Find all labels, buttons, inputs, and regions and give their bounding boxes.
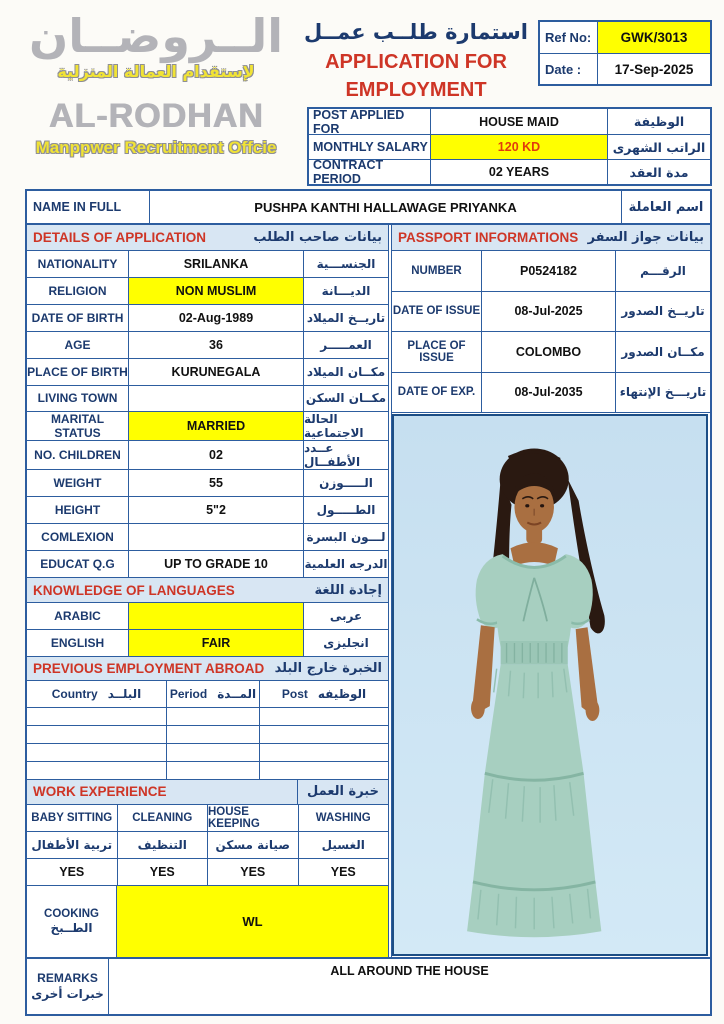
column-header-ar: صيانة مسكن [207, 832, 298, 858]
column-header [260, 681, 388, 707]
field-label: AGE [27, 332, 129, 358]
field-label: DATE OF ISSUE [392, 292, 482, 332]
field-label: EDUCAT Q.G [27, 551, 129, 577]
form-columns [27, 225, 710, 957]
field-value: KURUNEGALA [129, 359, 304, 385]
remarks-row [27, 957, 710, 1014]
remarks-label-ar: خبرات أخرى [31, 986, 104, 1001]
table-row [27, 251, 388, 278]
table-row [27, 551, 388, 578]
field-value: YES [298, 859, 389, 885]
logo-arabic-name: الــروضــان [28, 9, 284, 63]
field-arabic-label: عــدد الأطفــال [304, 441, 361, 470]
empty-cell [167, 762, 260, 779]
field-value: 08-Jul-2035 [482, 373, 616, 413]
field-label: MARITAL STATUS [27, 412, 129, 440]
field-value: MARRIED [129, 412, 304, 440]
column-header: BABY SITTING [31, 811, 113, 824]
details-section-header [27, 225, 388, 251]
field-value: 36 [129, 332, 304, 358]
section-title: PASSPORT INFORMATIONS [398, 230, 579, 245]
remarks-value: ALL AROUND THE HOUSE [330, 964, 489, 978]
section-title-arabic: إجادة اللغة [314, 582, 382, 598]
field-arabic-label: الـــــوزن [319, 476, 373, 491]
field-label: NO. CHILDREN [27, 441, 129, 469]
field-label [27, 886, 117, 958]
logo-arabic-tagline: لإستقدام العمالة المنزلية [57, 62, 255, 82]
empty-cell [27, 762, 167, 779]
table-row [27, 412, 388, 441]
field-label: RELIGION [27, 278, 129, 304]
table-row [392, 251, 710, 292]
logo-agency-tagline: Manppwer Recruitment Offcie [35, 138, 277, 158]
left-column [27, 225, 389, 957]
section-title-arabic: بيانات صاحب الطلب [253, 230, 382, 245]
field-value [129, 524, 304, 550]
field-arabic-label: الحالة الاجتماعية [304, 412, 364, 441]
post-applied-row [309, 109, 710, 134]
field-value: 02 YEARS [430, 160, 608, 184]
field-value: YES [117, 859, 208, 885]
field-label: PLACE OF ISSUE [392, 332, 482, 372]
column-header-ar: البلــد [107, 687, 142, 701]
field-value [129, 603, 304, 629]
field-value: 55 [129, 470, 304, 496]
cooking-label-en: COOKING [44, 907, 99, 920]
field-label: HEIGHT [27, 497, 129, 523]
passport-section-header [392, 225, 710, 251]
field-arabic-label: اسم العاملة [628, 199, 704, 215]
field-arabic-label: الديـــانة [321, 283, 371, 298]
empty-cell [27, 744, 167, 761]
field-value: 02 [129, 441, 304, 469]
field-arabic-label: مكــان الصدور [621, 344, 705, 359]
section-title: PREVIOUS EMPLOYMENT ABROAD [33, 661, 265, 676]
field-arabic-label: مكــان الميلاد [306, 364, 386, 379]
field-arabic-label: الرقـــم [640, 263, 686, 278]
field-label: ARABIC [27, 603, 129, 629]
form-title-line1: APPLICATION FOR [325, 51, 507, 73]
column-header-en: Period [169, 687, 208, 701]
column-header-ar: الغسيل [298, 832, 389, 858]
field-value: FAIR [129, 630, 304, 656]
salary-value: 120 KD [430, 135, 608, 159]
field-value: NON MUSLIM [129, 278, 304, 304]
table-row [27, 470, 388, 497]
empty-cell [260, 708, 388, 725]
reference-box [538, 20, 712, 86]
empty-cell [167, 708, 260, 725]
field-arabic-label: الوظيفة [633, 114, 685, 129]
field-label: NATIONALITY [27, 251, 129, 277]
field-value: SRILANKA [129, 251, 304, 277]
form-title [300, 20, 532, 104]
field-arabic-label: عربى [329, 609, 363, 623]
remarks-label-en: REMARKS [37, 970, 98, 985]
name-in-full-row [27, 191, 710, 225]
field-arabic-label: تاريـــخ الإنتهاء [619, 385, 707, 400]
languages-section-header [27, 578, 388, 603]
field-label: WEIGHT [27, 470, 129, 496]
section-title-arabic: بيانات جواز السفر [587, 230, 704, 245]
work-experience-columns-arabic [27, 832, 388, 859]
empty-cell [167, 744, 260, 761]
agency-logo [22, 9, 290, 158]
field-arabic-label: تاريــخ الصدور [621, 304, 705, 319]
section-title: DETAILS OF APPLICATION [33, 230, 206, 245]
contract-period-row [309, 159, 710, 184]
table-row [27, 603, 388, 630]
field-value [129, 386, 304, 412]
details-table [27, 251, 388, 578]
work-experience-section-header [27, 780, 388, 805]
right-column [391, 225, 710, 957]
cooking-label-ar: الطــبخ [50, 920, 93, 935]
empty-cell [260, 726, 388, 743]
field-label: ENGLISH [27, 630, 129, 656]
table-row [27, 305, 388, 332]
field-value: 02-Aug-1989 [129, 305, 304, 331]
table-row [27, 278, 388, 305]
cooking-value: WL [117, 886, 388, 958]
field-arabic-label: مكــان السكن [305, 391, 387, 406]
field-value: P0524182 [482, 251, 616, 291]
column-header [27, 681, 167, 707]
previous-employment-section-header [27, 657, 388, 681]
table-row [392, 332, 710, 373]
field-arabic-label: الجنســـية [316, 256, 376, 271]
field-label: CONTRACT PERIOD [313, 158, 384, 186]
table-row [27, 708, 388, 726]
field-label: NUMBER [392, 251, 482, 291]
previous-employment-column-headers [27, 681, 388, 708]
monthly-salary-row [309, 134, 710, 159]
field-value: YES [59, 864, 85, 879]
column-header: CLEANING [117, 805, 208, 831]
field-value: YES [207, 859, 298, 885]
field-label: MONTHLY SALARY [313, 140, 428, 154]
table-row [27, 359, 388, 386]
logo-agency-name: AL-RODHAN [48, 97, 264, 136]
cooking-row [27, 886, 388, 958]
ref-no-row [540, 22, 710, 53]
field-label: DATE OF EXP. [392, 373, 482, 413]
table-row [392, 373, 710, 414]
field-label [27, 959, 109, 1014]
table-row [27, 497, 388, 524]
form-title-arabic: استمارة طلــب عمــل [304, 20, 528, 44]
form-title-line2: EMPLOYMENT [345, 79, 487, 101]
field-label: PLACE OF BIRTH [27, 359, 129, 385]
ref-no-value: GWK/3013 [597, 22, 710, 53]
ref-no-label: Ref No: [545, 30, 592, 45]
empty-cell [260, 744, 388, 761]
table-row [27, 386, 388, 413]
field-arabic-label: الدرجه العلمية [304, 557, 388, 572]
date-row [540, 53, 710, 84]
column-header-ar: الوظيفه [317, 687, 367, 701]
applicant-photo-figure [394, 416, 706, 954]
form-body [25, 189, 712, 1016]
field-arabic-label: الراتب الشهرى [612, 139, 706, 155]
table-row [27, 524, 388, 551]
table-row [392, 292, 710, 333]
field-label: DATE OF BIRTH [27, 305, 129, 331]
section-title-arabic: الخبرة خارج البلد [274, 661, 382, 676]
table-row [27, 441, 388, 470]
column-header [167, 681, 260, 707]
table-row [27, 332, 388, 359]
field-value: 5"2 [129, 497, 304, 523]
field-value: 08-Jul-2025 [482, 292, 616, 332]
table-row [27, 726, 388, 744]
work-experience-values [27, 859, 388, 886]
field-arabic-label: الطـــــول [316, 503, 376, 518]
empty-cell [167, 726, 260, 743]
column-header-en: Country [51, 687, 98, 701]
field-arabic-label: انجليزى [323, 636, 369, 650]
column-header-ar: تربية الأطفال [31, 837, 113, 852]
field-arabic-label: مدة العقد [629, 164, 689, 180]
field-value: COLOMBO [482, 332, 616, 372]
table-row [27, 744, 388, 762]
applicant-photo [392, 414, 708, 956]
form-title-english [300, 48, 532, 104]
languages-table [27, 603, 388, 657]
field-arabic-label: تاريــخ الميلاد [306, 310, 386, 325]
post-applied-table [307, 107, 712, 186]
table-row [27, 630, 388, 657]
date-value: 17-Sep-2025 [597, 54, 710, 84]
field-value: UP TO GRADE 10 [129, 551, 304, 577]
date-label: Date : [545, 61, 582, 77]
field-arabic-label: العمـــــر [320, 337, 372, 352]
field-label: POST APPLIED FOR [313, 107, 405, 136]
field-label: NAME IN FULL [33, 200, 122, 214]
section-title: WORK EXPERIENCE [27, 780, 298, 804]
field-label: COMLEXION [27, 524, 129, 550]
table-row [27, 762, 388, 780]
section-title-arabic: خبرة العمل [307, 784, 379, 799]
column-header: WASHING [298, 805, 389, 831]
empty-cell [260, 762, 388, 779]
previous-employment-empty-rows [27, 708, 388, 780]
section-title: KNOWLEDGE OF LANGUAGES [33, 582, 235, 598]
empty-cell [27, 708, 167, 725]
applicant-name-value: PUSHPA KANTHI HALLAWAGE PRIYANKA [149, 191, 622, 223]
field-label: LIVING TOWN [27, 386, 129, 412]
work-experience-columns [27, 805, 388, 832]
column-header: HOUSE KEEPING [207, 805, 298, 831]
passport-table [392, 251, 710, 413]
field-value: HOUSE MAID [430, 109, 608, 134]
column-header-en: Post [281, 687, 308, 701]
empty-cell [27, 726, 167, 743]
field-arabic-label: لـــون البسرة [306, 530, 386, 545]
column-header-ar: المــدة [217, 687, 257, 701]
column-header-ar: التنظيف [117, 832, 208, 858]
